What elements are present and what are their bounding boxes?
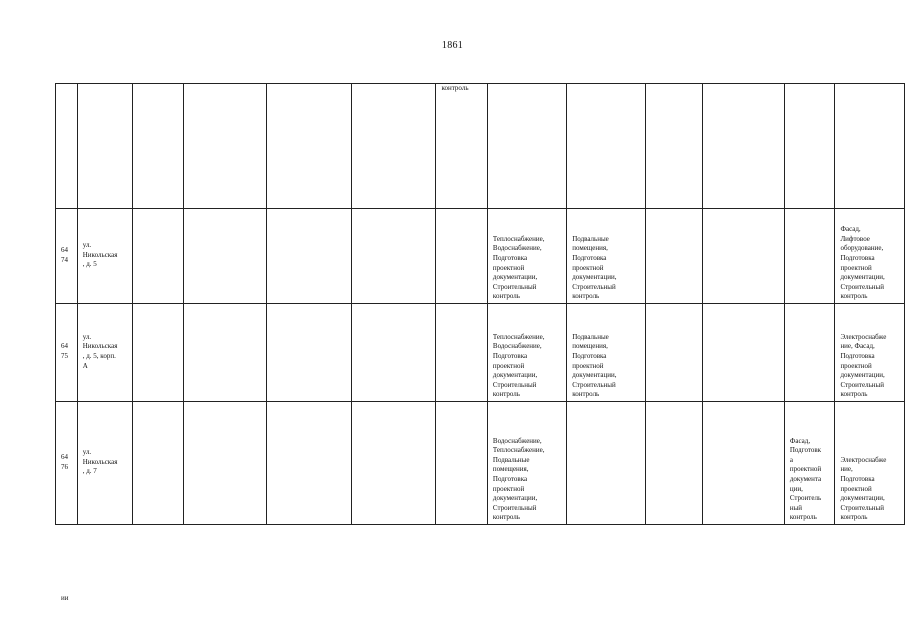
table-row xyxy=(56,84,905,209)
table-cell xyxy=(436,209,487,304)
cell-text: ул. Никольская , д. 5 xyxy=(82,241,118,269)
table-cell xyxy=(183,209,266,304)
table-cell xyxy=(835,402,905,525)
table-cell xyxy=(133,304,183,402)
cell-text: Фасад, Лифтовое оборудование, Подготовка проектной документации, Строительный контроль xyxy=(840,225,885,301)
table-cell xyxy=(352,84,436,209)
cell-text: 64 76 xyxy=(61,452,68,471)
table-cell xyxy=(487,84,566,209)
table-cell xyxy=(487,402,566,525)
table-cell xyxy=(703,304,784,402)
table-cell xyxy=(352,402,436,525)
table-cell xyxy=(267,402,352,525)
cell-text: Электроснабже ние, Подготовка проектной документации, Строительный контроль xyxy=(840,455,887,522)
table-row xyxy=(56,304,905,402)
cell-address xyxy=(77,304,133,402)
cell-text: 64 74 xyxy=(61,245,68,264)
table-cell xyxy=(183,84,266,209)
cell-text: Теплоснабжение, Водоснабжение, Подготовка проектной документации, Строительный контроль xyxy=(492,234,545,301)
table-cell xyxy=(703,209,784,304)
cell-number xyxy=(56,304,78,402)
table-cell xyxy=(133,402,183,525)
table-cell xyxy=(352,304,436,402)
table-cell xyxy=(567,402,646,525)
table-cell xyxy=(267,209,352,304)
cell-text: Водоснабжение, Теплоснабжение, Подвальные помещения, Подготовка проектной документации, Строительный контроль xyxy=(492,436,545,522)
table-cell xyxy=(267,304,352,402)
cell-text: 64 75 xyxy=(61,342,68,360)
cell-text: Подвальные помещения, Подготовка проектной документации, Строительный контроль xyxy=(572,234,617,301)
cell-number xyxy=(56,209,78,304)
table-cell xyxy=(835,209,905,304)
page-number: 1861 xyxy=(441,40,464,51)
table-cell xyxy=(567,84,646,209)
cell-text: Электроснабже ние, Фасад, Подготовка проектной документации, Строительный контроль xyxy=(840,332,887,399)
table-cell xyxy=(784,304,835,402)
table-cell xyxy=(646,402,703,525)
table-cell xyxy=(567,304,646,402)
cell-text: Подвальные помещения, Подготовка проектной документации, Строительный контроль xyxy=(572,332,617,399)
cell-text: ул. Никольская , д. 5, корп. А xyxy=(82,332,118,370)
table-cell xyxy=(646,209,703,304)
repair-schedule-table xyxy=(55,83,905,525)
table-row xyxy=(56,209,905,304)
table-cell xyxy=(133,84,183,209)
table-cell xyxy=(646,84,703,209)
table-cell xyxy=(567,209,646,304)
table-cell xyxy=(133,209,183,304)
table-cell xyxy=(436,402,487,525)
table-cell xyxy=(487,304,566,402)
table-cell xyxy=(703,402,784,525)
cell-text: контроль xyxy=(441,84,469,92)
table-cell xyxy=(835,84,905,209)
cell-address xyxy=(77,209,133,304)
footer-mark: ии xyxy=(61,594,69,602)
table-cell xyxy=(436,84,487,209)
cell-number xyxy=(56,84,78,209)
table-cell xyxy=(267,84,352,209)
table-cell xyxy=(703,84,784,209)
cell-number xyxy=(56,402,78,525)
cell-text: Фасад, Подготовк а проектной документа ции, Строитель ный контроль xyxy=(789,436,822,522)
cell-text: ул. Никольская , д. 7 xyxy=(82,448,118,476)
table-cell xyxy=(183,304,266,402)
table-cell xyxy=(784,84,835,209)
table-cell xyxy=(784,209,835,304)
table-cell xyxy=(835,304,905,402)
table-cell xyxy=(436,304,487,402)
table-cell xyxy=(487,209,566,304)
cell-address xyxy=(77,84,133,209)
table-cell xyxy=(183,402,266,525)
cell-address xyxy=(77,402,133,525)
cell-text: Теплоснабжение, Водоснабжение, Подготовка проектной документации, Строительный контроль xyxy=(492,332,545,399)
table-cell xyxy=(352,209,436,304)
table-cell xyxy=(646,304,703,402)
table-row xyxy=(56,402,905,525)
table-cell xyxy=(784,402,835,525)
